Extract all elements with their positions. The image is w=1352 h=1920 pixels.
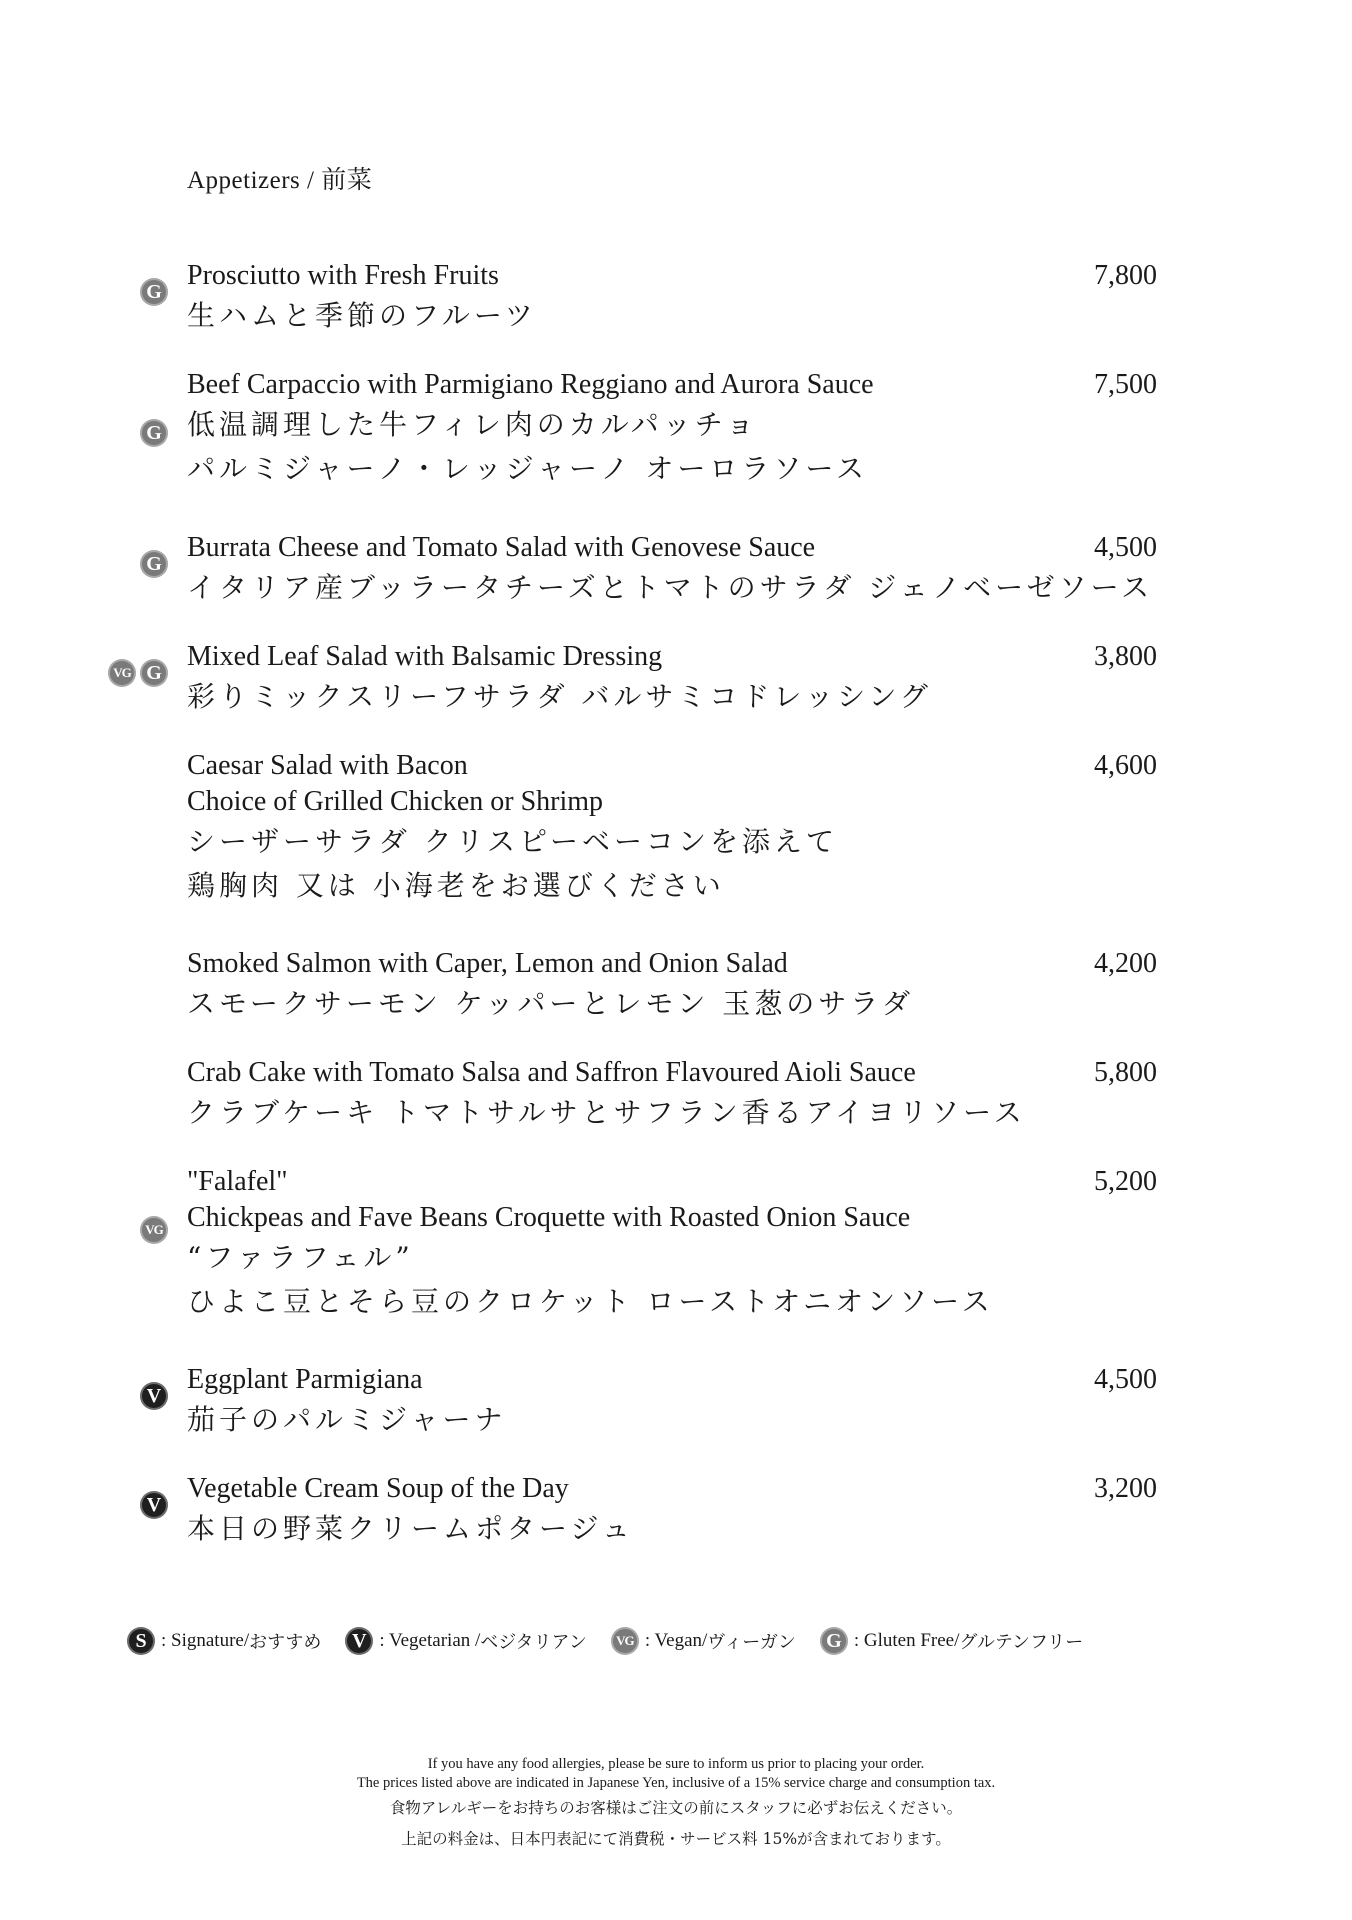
- legend-entry-vegan: [611, 1627, 796, 1655]
- menu-item-price: 4,500: [1094, 532, 1157, 563]
- menu-item-price: 7,500: [1094, 369, 1157, 400]
- signature-icon: S: [127, 1627, 155, 1655]
- menu-item: [187, 1471, 1157, 1551]
- vegetarian-icon: V: [140, 1382, 168, 1410]
- legend-entry-gluten-free: [820, 1627, 1083, 1655]
- menu-item-name-en: Eggplant Parmigiana: [187, 1364, 423, 1395]
- footer-notes: [0, 1755, 1352, 1855]
- dietary-badges: [140, 550, 168, 578]
- gluten-free-icon: G: [140, 550, 168, 578]
- menu-item-name-en: Prosciutto with Fresh Fruits: [187, 260, 499, 291]
- legend-label: : Gluten Free/: [853, 1630, 960, 1651]
- menu-item-name-jp: “ファラフェル”: [187, 1241, 414, 1274]
- menu-item-name-jp: 本日の野菜クリームポタージュ: [187, 1512, 634, 1545]
- legend-label-jp: グルテンフリー: [959, 1632, 1084, 1653]
- dietary-badges: [108, 659, 168, 687]
- menu-item-price: 5,200: [1094, 1166, 1157, 1197]
- legend-label-jp: ベジタリアン: [480, 1632, 587, 1653]
- menu-item-name-jp: 鶏胸肉 又は 小海老をお選びください: [187, 869, 725, 902]
- menu-item: [187, 367, 1157, 491]
- menu-item: [187, 748, 1157, 908]
- menu-item-name-jp: 茄子のパルミジャーナ: [187, 1403, 507, 1436]
- legend-label: : Signature/: [161, 1630, 250, 1651]
- footer-allergy-note-jp: 食物アレルギーをお持ちのお客様はご注文の前にスタッフに必ずお伝えください。: [389, 1799, 963, 1817]
- footer-price-note-en: The prices listed above are indicated in Japanese Yen, inclusive of a 15% service charge and consumption tax.: [356, 1775, 996, 1791]
- menu-item: [187, 1362, 1157, 1442]
- legend-label: : Vegan/: [644, 1630, 708, 1651]
- menu-item-price: 4,200: [1094, 948, 1157, 979]
- vegan-icon: VG: [611, 1627, 639, 1655]
- menu-item: [187, 1055, 1157, 1135]
- dietary-legend: [127, 1627, 1107, 1655]
- footer-price-note-jp: 上記の料金は、日本円表記にて消費税・サービス料 15%が含まれております。: [401, 1830, 951, 1848]
- menu-item-name-en: Mixed Leaf Salad with Balsamic Dressing: [187, 641, 663, 672]
- legend-label: : Vegetarian /: [379, 1630, 481, 1651]
- dietary-badges: [140, 419, 168, 447]
- menu-item-price: 5,800: [1094, 1057, 1157, 1088]
- dietary-badges: [140, 1216, 168, 1244]
- menu-item-name-jp: 彩りミックスリーフサラダ バルサミコドレッシング: [187, 680, 932, 713]
- menu-item: [187, 946, 1157, 1026]
- menu-item-name-en: Chickpeas and Fave Beans Croquette with Roasted Onion Sauce: [187, 1202, 911, 1233]
- menu-item-name-jp: 低温調理した牛フィレ肉のカルパッチョ: [187, 408, 758, 441]
- dietary-badges: [140, 1382, 168, 1410]
- menu-item-price: 4,600: [1094, 750, 1157, 781]
- menu-item-name-jp: スモークサーモン ケッパーとレモン 玉葱のサラダ: [187, 987, 915, 1020]
- menu-item-name-en: Smoked Salmon with Caper, Lemon and Onion Salad: [187, 948, 788, 979]
- gluten-free-icon: G: [140, 419, 168, 447]
- menu-item-name-en: Beef Carpaccio with Parmigiano Reggiano and Aurora Sauce: [187, 369, 874, 400]
- menu-item-price: 3,800: [1094, 641, 1157, 672]
- legend-label-jp: ヴィーガン: [707, 1632, 796, 1653]
- legend-label-jp: おすすめ: [249, 1632, 322, 1653]
- menu-item: [187, 530, 1157, 610]
- vegetarian-icon: V: [140, 1491, 168, 1519]
- menu-item-name-jp: パルミジャーノ・レッジャーノ オーロラソース: [187, 452, 868, 485]
- dietary-badges: [140, 1491, 168, 1519]
- menu-item-name-en: Crab Cake with Tomato Salsa and Saffron Flavoured Aioli Sauce: [187, 1057, 916, 1088]
- gluten-free-icon: G: [140, 278, 168, 306]
- vegetarian-icon: V: [345, 1627, 373, 1655]
- menu-item-name-jp: ひよこ豆とそら豆のクロケット ローストオニオンソース: [187, 1285, 994, 1318]
- menu-item-price: 7,800: [1094, 260, 1157, 291]
- menu-item-name-jp: シーザーサラダ クリスピーベーコンを添えて: [187, 825, 838, 858]
- menu-item: [187, 1164, 1157, 1324]
- gluten-free-icon: G: [820, 1627, 848, 1655]
- vegan-icon: VG: [140, 1216, 168, 1244]
- menu-item: [187, 639, 1157, 719]
- dietary-badges: [140, 278, 168, 306]
- menu-item-price: 4,500: [1094, 1364, 1157, 1395]
- menu-item-name-en: "Falafel": [187, 1166, 288, 1197]
- gluten-free-icon: G: [140, 659, 168, 687]
- footer-allergy-note-en: If you have any food allergies, please be sure to inform us prior to placing your order.: [427, 1756, 925, 1772]
- menu-item-name-en: Burrata Cheese and Tomato Salad with Genovese Sauce: [187, 532, 816, 563]
- menu-item-price: 3,200: [1094, 1473, 1157, 1504]
- menu-item-name-en: Choice of Grilled Chicken or Shrimp: [187, 786, 604, 817]
- menu-item-name-jp: イタリア産ブッラータチーズとトマトのサラダ ジェノベーゼソース: [187, 571, 1154, 604]
- menu-item-name-en: Vegetable Cream Soup of the Day: [187, 1473, 569, 1504]
- legend-entry-signature: [127, 1627, 321, 1655]
- vegan-icon: VG: [108, 659, 136, 687]
- menu-item-name-jp: 生ハムと季節のフルーツ: [187, 299, 537, 332]
- section-title: Appetizers / 前菜: [187, 167, 373, 194]
- menu-item-name-en: Caesar Salad with Bacon: [187, 750, 468, 781]
- menu-item-name-jp: クラブケーキ トマトサルサとサフラン香るアイヨリソース: [187, 1096, 1026, 1129]
- menu-item: [187, 258, 1157, 338]
- legend-entry-vegetarian: [345, 1627, 587, 1655]
